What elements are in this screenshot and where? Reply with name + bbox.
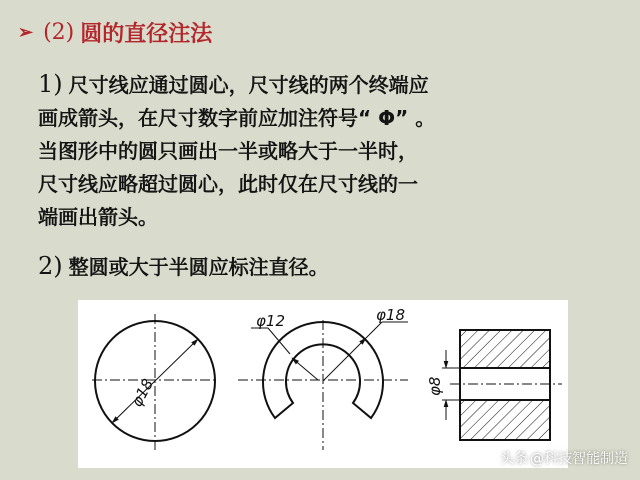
arc-inner-diameter-line bbox=[292, 358, 318, 380]
figure-panel bbox=[78, 300, 568, 468]
section-drawing bbox=[426, 330, 562, 440]
watermark-account: @科技智能制造 bbox=[530, 451, 628, 467]
rule-2-text: 整圆或大于半圆应标注直径。 bbox=[68, 255, 329, 279]
full-circle-diameter-label: φ18 bbox=[127, 375, 158, 410]
arrow-bullet-icon: ➢ bbox=[18, 21, 34, 43]
section-hatch-top bbox=[460, 330, 550, 368]
watermark-source: 头条 bbox=[500, 451, 528, 467]
rule-paragraph-2 bbox=[38, 250, 329, 284]
watermark bbox=[500, 448, 630, 468]
arc-outer-leader bbox=[366, 322, 382, 338]
arc-inner-diameter-label: φ12 bbox=[256, 312, 285, 330]
diameter-drawings bbox=[78, 300, 568, 468]
rule-1-number: 1) bbox=[38, 70, 63, 98]
rule-1-line-1: 尺寸线应通过圆心，尺寸线的两个终端应 bbox=[68, 73, 429, 97]
rule-paragraph-1 bbox=[38, 68, 628, 234]
arc-drawing bbox=[238, 306, 408, 450]
section-diameter-label: φ8 bbox=[426, 376, 444, 396]
full-circle-drawing bbox=[92, 314, 218, 450]
heading-number: (2) bbox=[43, 19, 75, 45]
arc-outer-diameter-label: φ18 bbox=[376, 306, 405, 324]
rule-1-line-2: 画成箭头，在尺寸数字前应加注符号“ Φ” 。 bbox=[38, 106, 436, 130]
heading-title: 圆的直径注法 bbox=[80, 20, 213, 47]
rule-1-line-4: 尺寸线应略超过圆心，此时仅在尺寸线的一 bbox=[38, 172, 418, 196]
section-heading bbox=[18, 16, 212, 48]
section-hatch-bottom bbox=[460, 400, 550, 440]
rule-2-number: 2) bbox=[38, 252, 63, 280]
rule-1-line-5: 端画出箭头。 bbox=[38, 205, 158, 229]
rule-1-line-3: 当图形中的圆只画出一半或略大于一半时， bbox=[38, 139, 418, 163]
